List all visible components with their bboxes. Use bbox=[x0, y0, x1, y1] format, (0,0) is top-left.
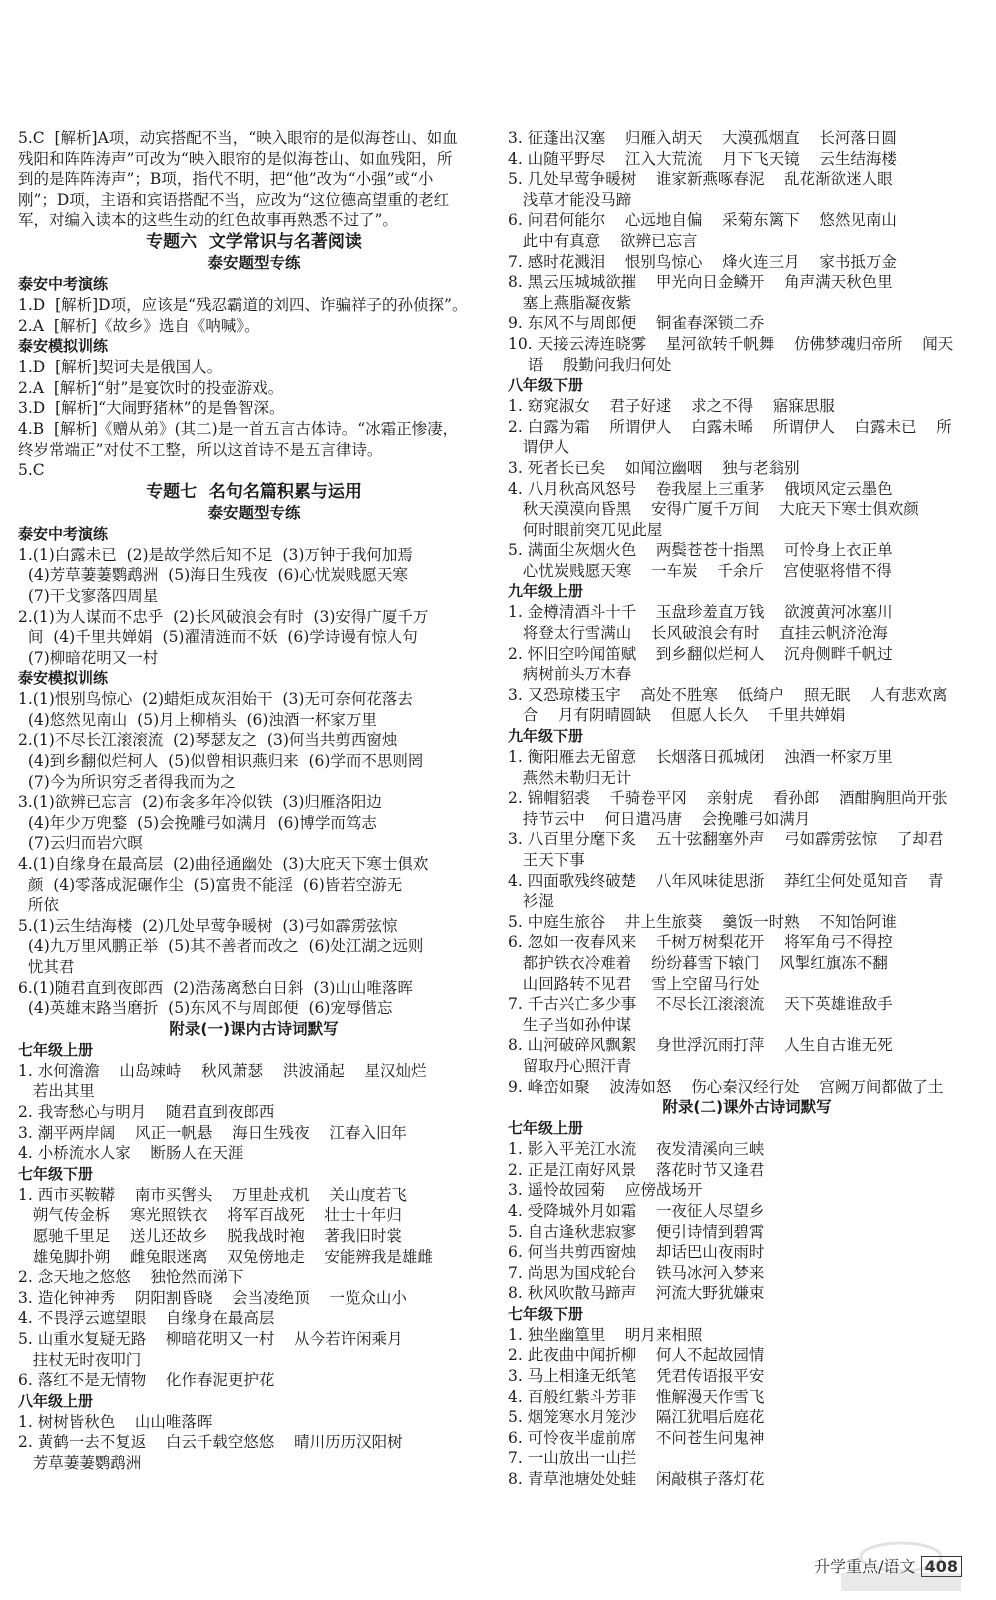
text-line: 终岁常端正”对仗不工整，所以这首诗不是五言律诗。 bbox=[18, 440, 383, 459]
text-line: 7. 感时花溅泪 恨别鸟惊心 烽火连三月 家书抵万金 bbox=[508, 252, 897, 271]
text-line: 10. 天接云涛连晓雾 星河欲转千帆舞 仿佛梦魂归帝所 闻天 bbox=[508, 334, 954, 353]
text-line: (4)年少万兜鍪 (5)会挽雕弓如满月 (6)博学而笃志 bbox=[18, 813, 377, 832]
text-line: 拄杖无时夜叩门 bbox=[18, 1350, 142, 1369]
text-line: 1. 西市买鞍鞯 南市买辔头 万里赴戎机 关山度若飞 bbox=[18, 1185, 407, 1204]
text-line: 7. 千古兴亡多少事 不尽长江滚滚流 天下英雄谁敌手 bbox=[508, 995, 893, 1014]
text-line: 持节云中 何日遣冯唐 会挽雕弓如满月 bbox=[508, 809, 811, 828]
text-line: 4. 小桥流水人家 断肠人在天涯 bbox=[18, 1144, 244, 1163]
text-line: (4)英雄末路当磨折 (5)东风不与周郎便 (6)宠辱偕忘 bbox=[18, 999, 393, 1018]
text-line: (7)云归而岩穴暝 bbox=[18, 834, 143, 853]
text-line: 2. 锦帽貂裘 千骑卷平冈 亲射虎 看孙郎 酒酣胸胆尚开张 bbox=[508, 789, 948, 808]
text-line: 浅草才能没马蹄 bbox=[508, 190, 632, 209]
text-line: 6.(1)随君直到夜郎西 (2)浩荡离愁白日斜 (3)山山唯落晖 bbox=[18, 978, 413, 997]
text-line: 4.(1)自缘身在最高层 (2)曲径通幽处 (3)大庇天下寒士俱欢 bbox=[18, 855, 429, 874]
text-line: 2. 白露为霜 所谓伊人 白露未晞 所谓伊人 白露未已 所 bbox=[508, 417, 952, 436]
text-line: 8. 青草池塘处处蛙 闲敲棋子落灯花 bbox=[508, 1470, 765, 1489]
subsection-heading: 附录(二)课外古诗词默写 bbox=[662, 1098, 832, 1117]
topic-heading: 专题七 名句名篇积累与运用 bbox=[146, 481, 362, 502]
text-line: 9. 东风不与周郎便 铜雀春深锁二乔 bbox=[508, 314, 765, 333]
section-heading: 七年级上册 bbox=[18, 1040, 94, 1059]
text-line: 3.D [解析]“大闹野猪林”的是鲁智深。 bbox=[18, 399, 285, 418]
watermark-logo bbox=[826, 1535, 976, 1595]
text-line: 4. 四面歌残终破楚 八年风味徒思浙 莽红尘何处觅知音 青 bbox=[508, 871, 944, 890]
text-line: (7)柳暗花明又一村 bbox=[18, 648, 159, 667]
section-heading: 八年级下册 bbox=[508, 376, 584, 395]
text-line: 留取丹心照汗青 bbox=[508, 1056, 632, 1075]
text-line: 病树前头万木春 bbox=[508, 665, 632, 684]
text-line: 衫湿 bbox=[508, 892, 554, 911]
text-line: (4)芳草萋萋鹦鹉洲 (5)海日生残夜 (6)心忧炭贱愿天寒 bbox=[18, 566, 408, 585]
text-line: 4. 八月秋高风怒号 卷我屋上三重茅 俄顷风定云墨色 bbox=[508, 479, 893, 498]
text-line: 2.A [解析]“射”是宴饮时的投壶游戏。 bbox=[18, 378, 284, 397]
section-heading: 泰安模拟训练 bbox=[18, 669, 109, 688]
text-line: 4. 山随平野尽 江入大荒流 月下飞天镜 云生结海楼 bbox=[508, 149, 897, 168]
text-line: 若出其里 bbox=[18, 1082, 95, 1101]
text-line: 朔气传金柝 寒光照铁衣 将军百战死 壮士十年归 bbox=[18, 1206, 402, 1225]
text-line: 芳草萋萋鹦鹉洲 bbox=[18, 1453, 142, 1472]
text-line: 8. 山河破碎风飘絮 身世浮沉雨打萍 人生自古谁无死 bbox=[508, 1036, 893, 1055]
text-line: 1.D [解析]D项，应该是“残忍霸道的刘四、诈骗祥子的孙侦探”。 bbox=[18, 295, 468, 314]
section-heading: 泰安模拟训练 bbox=[18, 337, 109, 356]
text-line: 到的是阵阵涛声”；B项，指代不明，把“他”改为“小强”或“小 bbox=[18, 170, 434, 189]
text-line: 4. 受降城外月如霜 一夜征人尽望乡 bbox=[508, 1201, 765, 1220]
left-column bbox=[18, 128, 490, 1473]
text-line: 4. 百般红紫斗芳菲 惟解漫天作雪飞 bbox=[508, 1387, 765, 1406]
text-line: 1.D [解析]契诃夫是俄国人。 bbox=[18, 358, 223, 377]
text-line: 1. 水何澹澹 山岛竦峙 秋风萧瑟 洪波涌起 星汉灿烂 bbox=[18, 1061, 427, 1080]
text-line: 颜 (4)零落成泥碾作尘 (5)富贵不能淫 (6)皆若空游无 bbox=[18, 875, 403, 894]
section-heading: 七年级上册 bbox=[508, 1119, 584, 1138]
text-line: 3. 又恐琼楼玉宇 高处不胜寒 低绮户 照无眠 人有悲欢离 bbox=[508, 685, 948, 704]
text-line: 塞上燕脂凝夜紫 bbox=[508, 293, 632, 312]
text-line: 5. 满面尘灰烟火色 两鬓苍苍十指黑 可怜身上衣正单 bbox=[508, 541, 893, 560]
text-line: 残阳和阵阵涛声”可改为“映入眼帘的是似海苍山、如血残阳，所 bbox=[18, 149, 453, 168]
text-line: (7)今为所识穷乏者得我而为之 bbox=[18, 772, 236, 791]
text-line: 合 月有阴晴圆缺 但愿人长久 千里共婵娟 bbox=[508, 706, 846, 725]
text-line: 2. 此夜曲中闻折柳 何人不起故园情 bbox=[508, 1346, 765, 1365]
text-line: 1. 树树皆秋色 山山唯落晖 bbox=[18, 1412, 213, 1431]
right-column bbox=[508, 128, 986, 1490]
text-line: 2.A [解析]《故乡》选自《呐喊》。 bbox=[18, 316, 260, 335]
text-line: 5. 烟笼寒水月笼沙 隔江犹唱后庭花 bbox=[508, 1408, 765, 1427]
section-heading: 泰安中考演练 bbox=[18, 274, 109, 293]
text-line: 语 殷勤问我归何处 bbox=[508, 355, 672, 374]
text-line: 忧其君 bbox=[18, 958, 75, 976]
section-heading: 九年级下册 bbox=[508, 727, 584, 746]
text-line: 9. 峰峦如聚 波涛如怒 伤心秦汉经行处 宫阙万间都做了土 bbox=[508, 1077, 944, 1096]
footer-label: 升学重点/语文 bbox=[814, 1557, 916, 1576]
text-line: 5.C [解析]A项，动宾搭配不当，“映入眼帘的是似海苍山、如血 bbox=[18, 129, 458, 147]
page-number: 408 bbox=[921, 1556, 962, 1577]
text-line: 1.(1)恨别鸟惊心 (2)蜡炬成灰泪始干 (3)无可奈何花落去 bbox=[18, 690, 413, 709]
subsection-heading: 泰安题型专练 bbox=[207, 253, 301, 272]
text-line: 7. 尚思为国戍轮台 铁马冰河入梦来 bbox=[508, 1263, 765, 1282]
text-line: 3. 死者长已矣 如闻泣幽咽 独与老翁别 bbox=[508, 458, 800, 477]
text-line: 刚”；D项，主语和宾语搭配不当，应改为“这位德高望重的老红 bbox=[18, 190, 450, 209]
text-line: 2.(1)为人谋而不忠乎 (2)长风破浪会有时 (3)安得广厦千万 bbox=[18, 607, 429, 626]
section-heading: 七年级下册 bbox=[508, 1304, 584, 1323]
text-line: 何时眼前突兀见此屋 bbox=[508, 520, 663, 539]
text-line: 此中有真意 欲辨已忘言 bbox=[508, 231, 698, 250]
text-line: 6. 问君何能尔 心远地自偏 采菊东篱下 悠然见南山 bbox=[508, 211, 897, 230]
text-line: 3. 征蓬出汉塞 归雁入胡天 大漠孤烟直 长河落日圆 bbox=[508, 129, 897, 147]
text-line: 3. 造化钟神秀 阴阳割昏晓 会当凌绝顶 一览众山小 bbox=[18, 1288, 407, 1307]
text-line: (4)到乡翻似烂柯人 (5)似曾相识燕归来 (6)学而不思则罔 bbox=[18, 752, 424, 771]
text-line: 都护铁衣冷难着 纷纷暮雪下辕门 风掣红旗冻不翻 bbox=[508, 953, 888, 972]
text-line: (7)干戈寥落四周星 bbox=[18, 586, 159, 605]
text-line: 2. 我寄愁心与明月 随君直到夜郎西 bbox=[18, 1102, 275, 1121]
text-line: 4. 不畏浮云遮望眼 自缘身在最高层 bbox=[18, 1309, 275, 1328]
text-line: 2. 念天地之悠悠 独怆然而涕下 bbox=[18, 1268, 244, 1287]
text-line: 6. 可怜夜半虚前席 不问苍生问鬼神 bbox=[508, 1428, 765, 1447]
text-line: 7. 一山放出一山拦 bbox=[508, 1449, 637, 1468]
section-heading: 泰安中考演练 bbox=[18, 524, 109, 543]
subsection-heading: 泰安题型专练 bbox=[207, 503, 301, 522]
text-line: (4)九万里风鹏正举 (5)其不善者而改之 (6)处江湖之远则 bbox=[18, 937, 424, 956]
text-line: 8. 秋风吹散马蹄声 河流大野犹嫌束 bbox=[508, 1284, 765, 1303]
text-line: 军，对编入读本的这些生动的红色故事再熟悉不过了”。 bbox=[18, 211, 398, 230]
text-line: 5. 自古逢秋悲寂寥 便引诗情到碧霄 bbox=[508, 1222, 765, 1241]
text-line: 1. 衡阳雁去无留意 长烟落日孤城闭 浊酒一杯家万里 bbox=[508, 748, 893, 767]
text-line: 1. 独坐幽篁里 明月来相照 bbox=[508, 1325, 703, 1344]
text-line: (4)悠然见南山 (5)月上柳梢头 (6)浊酒一杯家万里 bbox=[18, 710, 377, 729]
section-heading: 九年级上册 bbox=[508, 582, 584, 601]
text-line: 3.(1)欲辨已忘言 (2)布衾多年冷似铁 (3)归雁洛阳边 bbox=[18, 793, 382, 812]
text-line: 6. 何当共剪西窗烛 却话巴山夜雨时 bbox=[508, 1243, 765, 1262]
text-line: 3. 潮平两岸阔 风正一帆悬 海日生残夜 江春入旧年 bbox=[18, 1123, 407, 1142]
text-line: 2. 黄鹤一去不复返 白云千载空悠悠 晴川历历汉阳树 bbox=[18, 1433, 403, 1452]
text-line: 8. 黑云压城城欲摧 甲光向日金鳞开 角声满天秋色里 bbox=[508, 273, 893, 292]
text-line: 雄兔脚扑朔 雌兔眼迷离 双兔傍地走 安能辨我是雄雌 bbox=[18, 1247, 433, 1266]
text-line: 5.C bbox=[18, 461, 45, 480]
text-line: 将登太行雪满山 长风破浪会有时 直挂云帆济沧海 bbox=[508, 624, 888, 643]
text-line: 2. 正是江南好风景 落花时节又逢君 bbox=[508, 1160, 765, 1179]
text-line: 谓伊人 bbox=[508, 438, 570, 457]
subsection-heading: 附录(一)课内古诗词默写 bbox=[169, 1019, 339, 1038]
text-line: 燕然未勒归无计 bbox=[508, 768, 632, 787]
text-line: 生子当如孙仲谋 bbox=[508, 1015, 632, 1034]
text-line: 3. 八百里分麾下炙 五十弦翻塞外声 弓如霹雳弦惊 了却君 bbox=[508, 830, 944, 849]
text-line: 2. 怀旧空吟闻笛赋 到乡翻似烂柯人 沉舟侧畔千帆过 bbox=[508, 644, 893, 663]
text-line: 愿驰千里足 送儿还故乡 脱我战时袍 著我旧时裳 bbox=[18, 1226, 402, 1245]
text-line: 5.(1)云生结海楼 (2)几处早莺争暖树 (3)弓如霹雳弦惊 bbox=[18, 916, 398, 935]
text-line: 4.B [解析]《赠从弟》(其二)是一首五言古体诗。“冰霜正惨凄， bbox=[18, 419, 459, 438]
text-line: 2.(1)不尽长江滚滚流 (2)琴瑟友之 (3)何当共剪西窗烛 bbox=[18, 731, 398, 750]
text-line: 5. 山重水复疑无路 柳暗花明又一村 从今若许闲乘月 bbox=[18, 1329, 403, 1348]
text-line: 6. 落红不是无情物 化作春泥更护花 bbox=[18, 1371, 275, 1390]
text-line: 3. 马上相逢无纸笔 凭君传语报平安 bbox=[508, 1367, 765, 1386]
text-line: 3. 遥怜故园菊 应傍战场开 bbox=[508, 1181, 703, 1200]
section-heading: 七年级下册 bbox=[18, 1164, 94, 1183]
text-line: 间 (4)千里共婵娟 (5)濯清涟而不妖 (6)学诗谩有惊人句 bbox=[18, 628, 418, 647]
text-line: 心忧炭贱愿天寒 一车炭 千余斤 宫使驱将惜不得 bbox=[508, 561, 892, 580]
section-heading: 八年级上册 bbox=[18, 1391, 94, 1410]
text-line: 5. 中庭生旅谷 井上生旅葵 羹饭一时熟 不知饴阿谁 bbox=[508, 912, 897, 931]
text-line: 1. 金樽清酒斗十千 玉盘珍羞直万钱 欲渡黄河冰塞川 bbox=[508, 603, 893, 622]
text-line: 秋天漠漠向昏黑 安得广厦千万间 大庇天下寒士俱欢颜 bbox=[508, 500, 919, 519]
text-line: 1. 窈窕淑女 君子好逑 求之不得 寤寐思服 bbox=[508, 397, 835, 416]
text-line: 5. 几处早莺争暖树 谁家新燕啄春泥 乱花渐欲迷人眼 bbox=[508, 170, 893, 189]
text-line: 6. 忽如一夜春风来 千树万树梨花开 将军角弓不得控 bbox=[508, 933, 893, 952]
text-line: 1.(1)白露未已 (2)是故学然后知不足 (3)万钟于我何加焉 bbox=[18, 545, 413, 564]
topic-heading: 专题六 文学常识与名著阅读 bbox=[146, 231, 362, 252]
text-line: 王天下事 bbox=[508, 851, 585, 869]
text-line: 山回路转不见君 雪上空留马行处 bbox=[508, 974, 760, 993]
text-line: 1. 影入平羌江水流 夜发清溪向三峡 bbox=[508, 1140, 765, 1159]
text-line: 所依 bbox=[18, 896, 59, 915]
